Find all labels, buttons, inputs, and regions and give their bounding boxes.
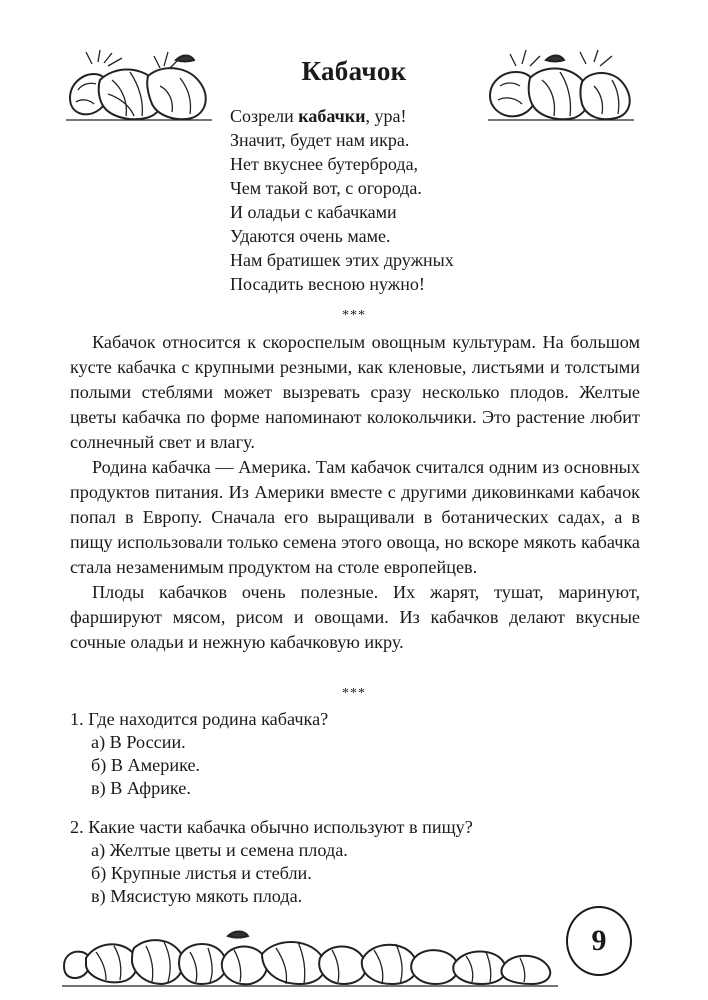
- vegetables-bottom-border: [62, 918, 558, 988]
- poem-line: Нам братишек этих дружных: [230, 250, 454, 270]
- answer-option: б) Крупные листья и стебли.: [91, 863, 312, 883]
- poem: [230, 104, 454, 296]
- poem-line: Созрели кабачки, ура!: [230, 106, 407, 126]
- question-1: [70, 708, 328, 800]
- poem-line: Нет вкуснее бутерброда,: [230, 154, 419, 174]
- answer-option: в) Мясистую мякоть плода.: [91, 886, 303, 906]
- poem-line: Значит, будет нам икра.: [230, 130, 410, 150]
- question-2: [70, 816, 473, 908]
- answer-option: а) В России.: [91, 732, 186, 752]
- paragraph: Родина кабачка — Америка. Там кабачок считался одним из основных продуктов питания. Из Америки вместе с другими диковинками кабачок попал в Европу. Сначала его выращивали в ботанических садах, а в пищу использовали только семена этого овоща, но вскоре мякоть кабачка стала незаменимым продуктом на столе европейцев.: [70, 457, 640, 577]
- paragraph: Плоды кабачков очень полезные. Их жарят, тушат, маринуют, фаршируют мясом, рисом и овощами. Из кабачков делают вкусные сочные оладьи и нежную кабачковую икру.: [70, 582, 640, 652]
- answer-option: а) Желтые цветы и семена плода.: [91, 840, 348, 860]
- poem-line: Удаются очень маме.: [230, 226, 391, 246]
- question-text: 2. Какие части кабачка обычно используют в пищу?: [70, 817, 473, 837]
- poem-line: И оладьи с кабачками: [230, 202, 397, 222]
- section-separator: ***: [342, 686, 366, 701]
- article-text: [70, 330, 640, 655]
- page-number: 9: [566, 906, 632, 976]
- section-separator: ***: [342, 308, 366, 323]
- poem-line: Посадить весною нужно!: [230, 274, 425, 294]
- answer-option: в) В Африке.: [91, 778, 191, 798]
- answer-option: б) В Америке.: [91, 755, 201, 775]
- poem-line: Чем такой вот, с огорода.: [230, 178, 422, 198]
- paragraph: Кабачок относится к скороспелым овощным культурам. На большом кусте кабачка с крупными резными, как кленовые, листьями и толстыми полыми стеблями может вызревать сразу несколько плодов. Желтые цветы кабачка по форме напоминают колокольчики. Это растение любит солнечный свет и влагу.: [70, 332, 640, 452]
- question-text: 1. Где находится родина кабачка?: [70, 709, 329, 729]
- page-title: Кабачок: [301, 56, 407, 86]
